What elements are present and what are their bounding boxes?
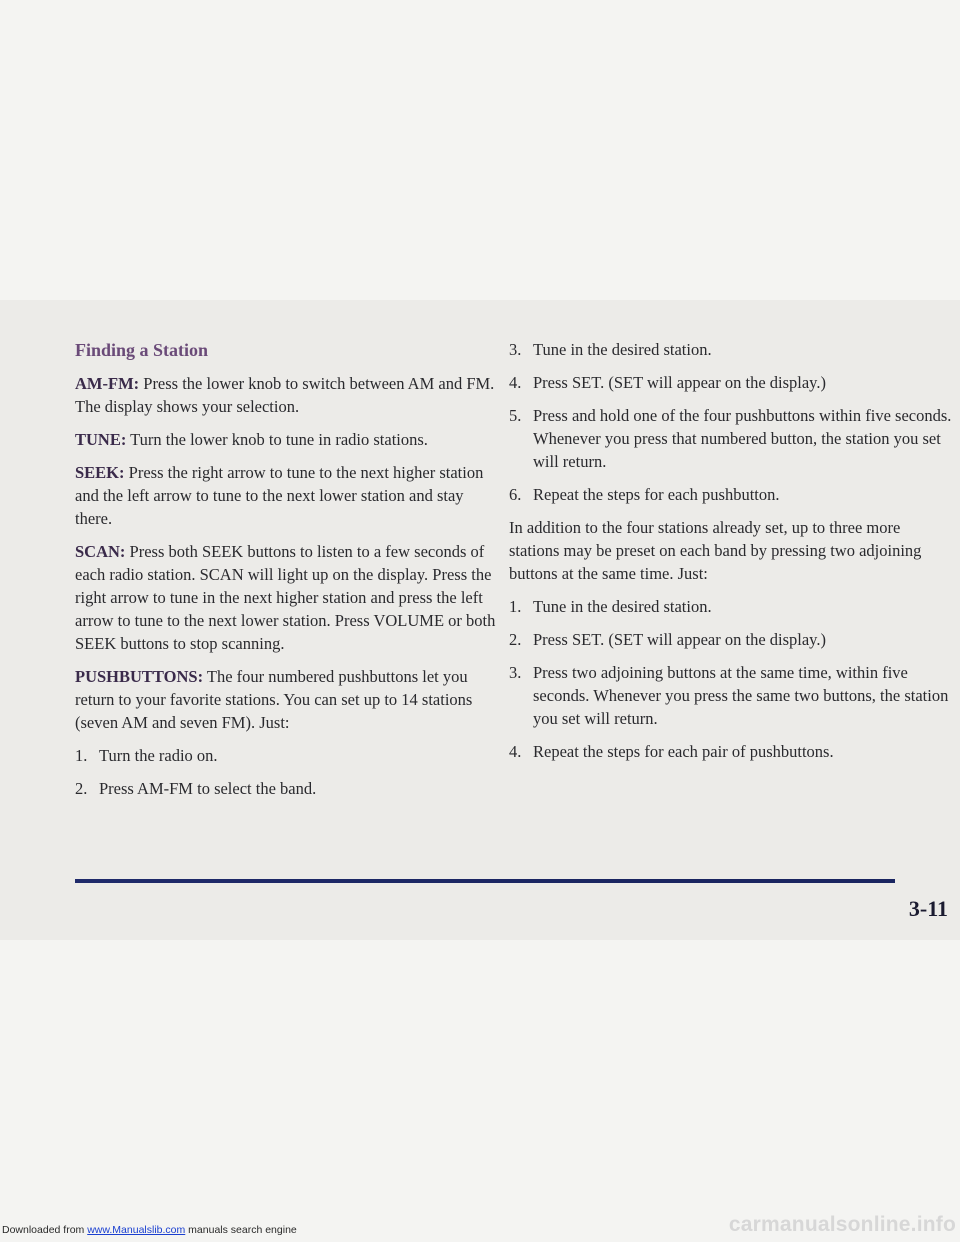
step-number: 2. xyxy=(75,779,88,798)
list-item xyxy=(75,777,500,800)
page-number: 3-11 xyxy=(908,896,948,921)
step-number: 3. xyxy=(509,340,522,359)
amfm-term: AM-FM: xyxy=(75,374,140,393)
list-item xyxy=(509,595,954,618)
seek-paragraph xyxy=(75,461,500,530)
step-number: 2. xyxy=(509,630,522,649)
seek-text: Press the right arrow to tune to the next higher station and the left arrow to tune to the next lower station and stay there. xyxy=(75,463,484,528)
right-column xyxy=(509,338,954,773)
step-number: 1. xyxy=(509,597,522,616)
step-text: Repeat the steps for each pair of pushbuttons. xyxy=(533,742,834,761)
step-text: Tune in the desired station. xyxy=(533,597,712,616)
step-number: 3. xyxy=(509,663,522,682)
left-column xyxy=(75,338,500,810)
right-steps2-list xyxy=(509,595,954,763)
scan-text: Press both SEEK buttons to listen to a few seconds of each radio station. SCAN will light up on the display. Press the right arrow to tune in the next higher station and press the left arrow to tune to the next lower station. Press VOLUME or both SEEK buttons to stop scanning. xyxy=(75,542,496,653)
step-number: 6. xyxy=(509,485,522,504)
left-steps-list xyxy=(75,744,500,800)
list-item xyxy=(509,628,954,651)
tune-paragraph xyxy=(75,428,500,451)
footer-prefix: Downloaded from xyxy=(2,1224,88,1236)
manualslib-link[interactable]: www.Manualslib.com xyxy=(87,1224,186,1236)
seek-term: SEEK: xyxy=(75,463,125,482)
pushbuttons-text: The four numbered pushbuttons let you return to your favorite stations. You can set up to 14 stations (seven AM and seven FM). Just: xyxy=(75,667,473,732)
list-item xyxy=(509,661,954,730)
download-footer xyxy=(2,1224,297,1236)
tune-term: TUNE: xyxy=(75,430,127,449)
step-number: 1. xyxy=(75,746,88,765)
pushbuttons-term: PUSHBUTTONS: xyxy=(75,667,204,686)
step-text: Tune in the desired station. xyxy=(533,340,712,359)
tune-text: Turn the lower knob to tune in radio stations. xyxy=(126,430,428,449)
list-item xyxy=(509,404,954,473)
step-text: Press AM-FM to select the band. xyxy=(99,779,317,798)
step-number: 5. xyxy=(509,406,522,425)
page-rule-divider xyxy=(75,879,895,883)
list-item xyxy=(75,744,500,767)
step-text: Press and hold one of the four pushbuttons within five seconds. Whenever you press that numbered button, the station you set will return. xyxy=(533,406,952,471)
step-text: Press SET. (SET will appear on the display.) xyxy=(533,373,826,392)
footer-suffix: manuals search engine xyxy=(185,1224,297,1236)
scan-term: SCAN: xyxy=(75,542,126,561)
step-text: Turn the radio on. xyxy=(99,746,218,765)
pushbuttons-paragraph xyxy=(75,665,500,734)
amfm-paragraph xyxy=(75,372,500,418)
step-number: 4. xyxy=(509,373,522,392)
addition-paragraph: In addition to the four stations already set, up to three more stations may be preset on each band by pressing two adjoining buttons at the same time. Just: xyxy=(509,518,922,583)
list-item xyxy=(509,371,954,394)
amfm-text: Press the lower knob to switch between AM and FM. The display shows your selection. xyxy=(75,374,495,416)
scan-paragraph xyxy=(75,540,500,655)
step-text: Press SET. (SET will appear on the display.) xyxy=(533,630,826,649)
right-steps-list xyxy=(509,338,954,506)
list-item xyxy=(509,483,954,506)
list-item xyxy=(509,338,954,361)
step-number: 4. xyxy=(509,742,522,761)
step-text: Repeat the steps for each pushbutton. xyxy=(533,485,780,504)
watermark: carmanualsonline.info xyxy=(728,1213,956,1236)
section-title: Finding a Station xyxy=(75,340,209,360)
list-item xyxy=(509,740,954,763)
step-text: Press two adjoining buttons at the same time, within five seconds. Whenever you press the same two buttons, the station you set will return. xyxy=(533,663,949,728)
